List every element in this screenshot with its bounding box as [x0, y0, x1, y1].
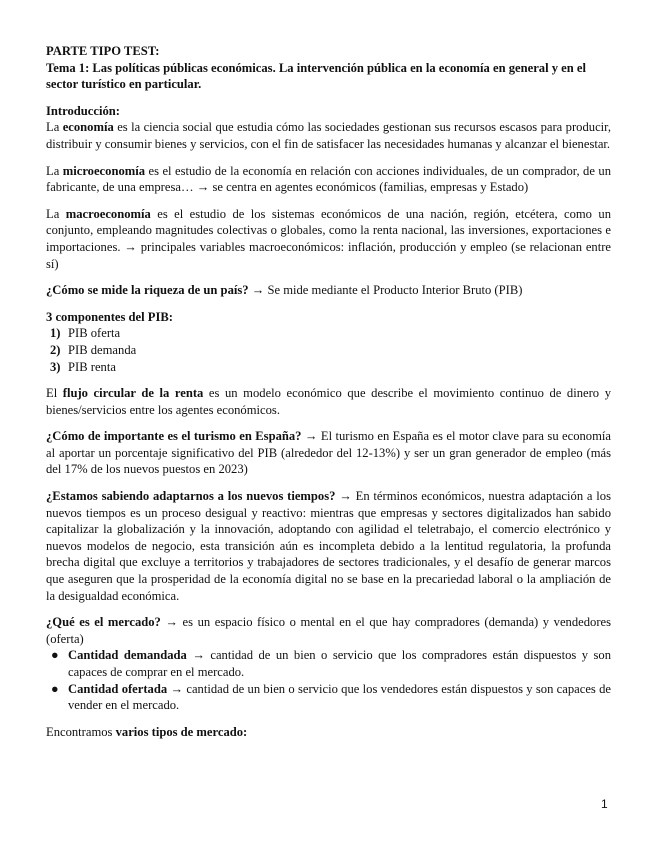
paragraph-tiempos: ¿Estamos sabiendo adaptarnos a los nuevos tiempos? → En términos económicos, nuestra adaptación a los nuevos tiempos es un proceso desigual y reactivo: mientras que empresas y sectores digitalizados han sabido capitalizar la globalización y la innovación, adoptando con agilidad el teletrabajo, el comercio electrónico y nuevos modelos de negocio, esta transición aún es incompleta debido a la lentitud regulatoria, la profunda brecha digital que excluye a territorios y trabajadores de sectores tradicionales, y el desafío de generar marcos que aseguren que la prosperidad de la economía digital no se base en la precariedad laboral o la ampliación de la desigualdad económica.: [46, 489, 612, 603]
question-riqueza: ¿Cómo se mide la riqueza de un país?: [46, 283, 249, 298]
term-economia: economía: [62, 120, 114, 135]
paragraph-turismo: ¿Cómo de importante es el turismo en España? → El turismo en España es el motor clave para su economía al aportar un porcentaje significativo del PIB (alrededor del 12-13%) y ser un gran generador de empleo (más del 17% de los nuevos puestos en 2023): [46, 429, 611, 477]
question-tiempos: ¿Estamos sabiendo adaptarnos a los nuevos tiempos?: [46, 489, 336, 504]
bullet-icon: ●: [51, 681, 59, 696]
list-item: 1) PIB oferta: [50, 326, 121, 341]
pib-heading: 3 componentes del PIB:: [46, 309, 173, 324]
question-turismo: ¿Cómo de importante es el turismo en España?: [46, 429, 302, 444]
bullet-icon: ●: [51, 648, 59, 663]
paragraph-tipos: Encontramos varios tipos de mercado:: [46, 724, 248, 739]
page-number: 1: [601, 797, 608, 811]
list-item: ● Cantidad demandada → cantidad de un bien o servicio que los compradores están dispuestos y son capaces de comprar en el mercado.: [51, 648, 612, 679]
pib-list: [46, 325, 611, 375]
paragraph-macroeconomia: La macroeconomía es el estudio de los sistemas económicos de una nación, región, etcétera, como un conjunto, empleando magnitudes colectivas o globales, como la renta nacional, las inversiones, exportaciones e importaciones. → principales variables macroeconómicos: inflación, producción y empleo (se relacionan entre sí): [46, 206, 611, 271]
term-flujo: flujo circular de la renta: [62, 386, 204, 401]
paragraph-flujo: El flujo circular de la renta es un modelo económico que describe el movimiento continuo de dinero y bienes/servicios entre los agentes económicos.: [46, 386, 611, 417]
list-item: 2) PIB demanda: [50, 342, 137, 357]
term-macroeconomia: macroeconomía: [65, 206, 151, 221]
list-item: 3) PIB renta: [50, 359, 116, 374]
paragraph-microeconomia: La microeconomía es el estudio de la economía en relación con acciones individuales, de un comprador, de un fabricante, de una empresa… → se centra en agentes económicos (familias, empresas y Estado): [46, 163, 611, 195]
intro-heading: Introducción:: [46, 103, 120, 118]
term-tipos: varios tipos de mercado:: [115, 724, 248, 739]
part-heading: PARTE TIPO TEST:: [46, 44, 160, 58]
paragraph-riqueza: ¿Cómo se mide la riqueza de un país? → Se mide mediante el Producto Interior Bruto (PIB): [46, 283, 523, 298]
question-mercado: ¿Qué es el mercado?: [46, 615, 161, 630]
term-microeconomia: microeconomía: [62, 163, 146, 178]
document-page: [46, 43, 611, 740]
topic-heading: Tema 1: Las políticas públicas económicas. La intervención pública en la economía en general y en el sector turístico en particular.: [46, 60, 587, 92]
paragraph-economia: La economía es la ciencia social que estudia cómo las sociedades gestionan sus recursos escasos para producir, distribuir y consumir bienes y servicios, con el fin de satisfacer las necesidades humanas y alcanzar el bienestar.: [46, 120, 611, 151]
mercado-bullets: [46, 647, 611, 713]
list-item: ● Cantidad ofertada → cantidad de un bien o servicio que los vendedores están dispuestos y son capaces de vender en el mercado.: [51, 681, 612, 713]
paragraph-mercado: ¿Qué es el mercado? → es un espacio físico o mental en el que hay compradores (demanda) y vendedores (oferta): [46, 615, 611, 646]
